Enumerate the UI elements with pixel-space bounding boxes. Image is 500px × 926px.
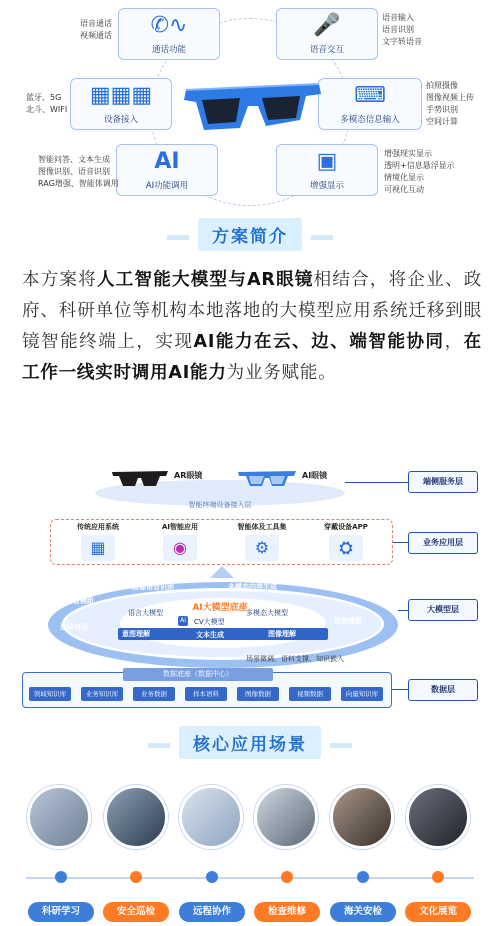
timeline-dot — [281, 871, 293, 883]
feature-notes-voice — [382, 12, 422, 48]
feature-title: 多模态信息输入 — [340, 115, 400, 125]
intro-text: 相结合，将企业、政府、科研单位等机构本地落地的大模型应用系统迁移到眼镜智能终端上，实现 — [22, 270, 482, 352]
scenario-photo-inspection — [104, 785, 168, 849]
feature-note: 北斗、WIFI — [26, 105, 68, 114]
section-title-plan — [0, 218, 500, 251]
intro-paragraph — [22, 265, 482, 389]
intro-text: 为业务赋能。 — [226, 363, 337, 383]
feature-note: RAG增强、智能体调用 — [38, 179, 119, 188]
business-item — [141, 522, 219, 561]
data-chip: 样本语料 — [185, 687, 227, 701]
scenario-label: 科研学习 — [28, 902, 94, 922]
band-label: 图像理解 — [268, 630, 296, 638]
title-decoration — [167, 235, 189, 240]
connector-line — [345, 482, 409, 483]
scenario-label: 远程协作 — [179, 902, 245, 922]
timeline-dot — [357, 871, 369, 883]
data-chip: 向量知识库 — [341, 687, 383, 701]
business-item — [59, 522, 137, 561]
feature-title: AI功能调用 — [145, 181, 189, 191]
feature-note: 透明+信息悬浮显示 — [384, 161, 455, 170]
ai-glasses-icon — [236, 468, 298, 488]
scenario-photo-customs — [330, 785, 394, 849]
data-base-title: 数据底座（数据中心） — [123, 668, 273, 681]
feature-note: 语音识别 — [382, 25, 414, 34]
display-icon: ▣ — [316, 149, 338, 174]
intro-highlight: 在工作一线实时调用AI能力 — [22, 332, 482, 383]
intro-highlight: 人工智能大模型与AR眼镜 — [97, 270, 314, 290]
feature-note: 蓝牙、5G — [26, 93, 62, 102]
business-item-label: AI智能应用 — [161, 523, 199, 531]
feature-note: 情境化显示 — [384, 173, 424, 182]
data-chip: 业务知识库 — [81, 687, 123, 701]
ai-glasses-label: AI眼镜 — [302, 471, 328, 480]
feature-note: 视频通话 — [80, 31, 112, 40]
feature-notes-multimodal — [426, 80, 474, 128]
data-layer-box — [22, 672, 392, 708]
scenario-timeline — [26, 877, 474, 879]
feature-note: 语音输入 — [382, 13, 414, 22]
model-name: CV大模型 — [194, 618, 225, 626]
feature-note: 文字转语音 — [382, 37, 422, 46]
phone-icon: ✆∿ — [150, 13, 188, 38]
feature-note: 图像视频上传 — [426, 93, 474, 102]
feature-note: 可视化互动 — [384, 185, 424, 194]
business-item-label: 穿戴设备APP — [324, 523, 368, 531]
timeline-dot — [55, 871, 67, 883]
feature-note: 图像识别、语音识别 — [38, 167, 110, 176]
intro-highlight: AI能力在云、边、端智能协同 — [193, 332, 445, 352]
device-access-text: 智能终端设备接入层 — [188, 501, 252, 509]
scenario-label: 文化展览 — [405, 902, 471, 922]
business-item-label: 智能体及工具集 — [237, 523, 287, 531]
ring-label: 视频理解 — [334, 617, 362, 625]
title-decoration — [330, 743, 352, 748]
data-chip: 视频数据 — [289, 687, 331, 701]
feature-notes-call — [80, 18, 112, 42]
feature-card-ai — [116, 144, 218, 196]
business-item-label: 传统应用系统 — [77, 523, 119, 531]
intro-text: 本方案将 — [22, 270, 98, 290]
building-icon: ▦ — [81, 535, 115, 561]
section-title-text: 核心应用场景 — [179, 726, 321, 759]
architecture-diagram — [0, 458, 500, 708]
feature-card-voice — [276, 8, 378, 60]
feature-diagram — [0, 0, 500, 206]
scenario-label: 海关安检 — [330, 902, 396, 922]
business-item — [307, 522, 385, 561]
feature-notes-device — [26, 92, 67, 116]
network-icon: ▦▦▦ — [89, 83, 153, 108]
intro-text: ， — [444, 332, 464, 352]
layer-label-business: 业务应用层 — [408, 532, 478, 554]
feature-notes-display — [384, 148, 455, 196]
band-label: 意图理解 — [122, 630, 150, 638]
data-chip: 图像数据 — [237, 687, 279, 701]
model-core-title: AI大模型底座 — [192, 603, 248, 613]
section-title-scenarios — [0, 726, 500, 759]
ring-label: NL2SQL — [344, 588, 375, 596]
microphone-icon: 🎤 — [313, 13, 341, 38]
ai-brain-icon: AI — [154, 149, 180, 174]
scenario-photo-exhibition — [406, 785, 470, 849]
scenario-photo-remote — [179, 785, 243, 849]
band-label: 文本生成 — [196, 631, 224, 639]
business-layer-box — [50, 519, 393, 565]
layer-label-data: 数据层 — [408, 679, 478, 701]
business-item — [223, 522, 301, 561]
layer-label-model: 大模型层 — [408, 599, 478, 621]
feature-note: 拍照摄像 — [426, 81, 458, 90]
feature-note: 智能问答、文本生成 — [38, 155, 110, 164]
connector-line — [393, 542, 409, 543]
feature-card-call — [118, 8, 220, 60]
timeline-dot — [432, 871, 444, 883]
ring-label: 语音模组 — [66, 597, 94, 605]
ring-label: 连续对话 — [60, 623, 88, 631]
scenario-photo-research — [27, 785, 91, 849]
up-arrow-icon — [210, 566, 234, 578]
scenario-label: 检查维修 — [254, 902, 320, 922]
support-note: 场景微调、语料支撑、知识嵌入 — [246, 655, 344, 663]
feature-notes-ai — [38, 154, 119, 190]
ring-label: 图像语音识别 — [132, 583, 174, 591]
ai-chip-icon: ◉ — [163, 535, 197, 561]
data-chip: 领域知识库 — [29, 687, 71, 701]
data-chip: 业务数据 — [133, 687, 175, 701]
ar-glasses-icon — [110, 468, 170, 488]
ai-badge-icon: Ai — [178, 616, 188, 626]
feature-title: 设备接入 — [103, 115, 138, 125]
feature-card-multimodal — [318, 78, 422, 130]
feature-note: 手势识别 — [426, 105, 458, 114]
scenario-label: 安全巡检 — [103, 902, 169, 922]
timeline-dot — [206, 871, 218, 883]
feature-note: 增强现实显示 — [384, 149, 432, 158]
timeline-dot — [130, 871, 142, 883]
model-name: 多模态大模型 — [246, 609, 288, 617]
feature-note: 空间计算 — [426, 117, 458, 126]
connector-line — [392, 689, 409, 690]
ring-label: 多模态内容生成 — [228, 583, 277, 591]
feature-card-display — [276, 144, 378, 196]
title-decoration — [148, 743, 170, 748]
scenario-photo-repair — [254, 785, 318, 849]
feature-title: 通话功能 — [151, 45, 186, 55]
ar-glasses-image — [180, 72, 325, 142]
feature-card-device — [70, 78, 172, 130]
keyboard-icon: ⌨ — [354, 83, 386, 108]
section-title-text: 方案简介 — [198, 218, 302, 251]
feature-note: 语音通话 — [80, 19, 112, 28]
robot-icon: ⚙ — [245, 535, 279, 561]
feature-title: 语音交互 — [309, 45, 344, 55]
gear-icon: ⛭ — [329, 535, 363, 561]
model-name: 语言大模型 — [128, 609, 163, 617]
title-decoration — [311, 235, 333, 240]
ar-glasses-label: AR眼镜 — [174, 471, 203, 480]
layer-label-device: 端侧服务层 — [408, 471, 478, 493]
feature-title: 增强显示 — [309, 181, 344, 191]
